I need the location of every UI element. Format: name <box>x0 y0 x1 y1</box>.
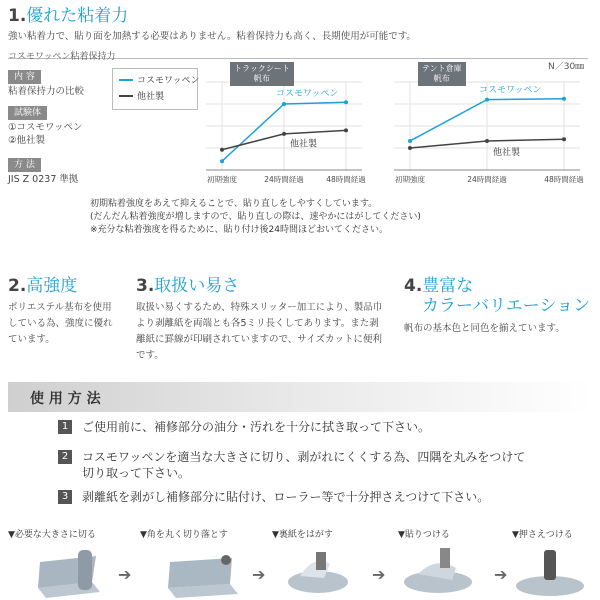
section3-body: 取扱い易くするため、特殊スリッター加工により、製品巾より剥離紙を両端とも各5ミリ長くしてあります。また剥離紙に罫線が印刷されていますので、サイズカットに便利です。 <box>136 302 383 361</box>
arrow-icon: ➔ <box>118 565 132 584</box>
arrow-icon: ➔ <box>252 565 266 584</box>
data-point-other <box>344 128 348 132</box>
section4-title: 4.豊富な カラーバリエーション <box>404 276 591 316</box>
tag-content: 内 容 <box>8 70 41 84</box>
data-point-other <box>282 132 286 136</box>
legend-line-other <box>119 95 133 97</box>
photo-peel <box>288 552 348 593</box>
howto-illustrations <box>0 542 600 600</box>
tag-method: 方 法 <box>8 158 41 172</box>
data-point-other <box>408 146 412 150</box>
step-text: ご使用前に、補修部分の油分・汚れを十分に拭き取って下さい。 <box>82 420 431 434</box>
data-point-cosmo <box>485 98 489 102</box>
step-number: 3 <box>58 490 72 504</box>
howto-banner <box>8 382 592 412</box>
label-method: JIS Z 0237 準拠 <box>8 174 79 185</box>
chart-legend <box>112 68 198 110</box>
howto-title: 使 用 方 法 <box>30 391 101 407</box>
chart-tent-warehouse <box>388 62 588 192</box>
x-tick-label: 48時間経過 <box>326 175 366 184</box>
note-line: 初期粘着強度をあえて抑えることで、貼り直しをしやすくしています。 <box>90 199 378 209</box>
series-label-cosmo: コスモワッペン <box>479 85 542 96</box>
photo-press <box>516 550 584 596</box>
data-point-cosmo <box>562 97 566 101</box>
step-text: 剥離紙を剥がし補修部分に貼付け、ローラー等で十分押さえつけて下さい。 <box>82 490 490 504</box>
data-point-cosmo <box>220 159 224 163</box>
section2-body: ポリエステル基布を使用している為、強度に優れています。 <box>8 302 113 345</box>
section4-body: 帆布の基本色と同色を揃えています。 <box>404 323 565 334</box>
x-tick-label: 48時間経過 <box>544 175 584 184</box>
step-text: コスモワッペンを適当な大きさに切り、剥がれにくくする為、四隅を丸みをつけて 切り取って下さい。 <box>82 450 526 480</box>
image-caption: ▼貼りつける <box>398 530 450 540</box>
data-point-other <box>562 137 566 141</box>
chart-truck-sheet <box>200 62 370 192</box>
chart-title-truck: トラックシート 帆布 <box>230 62 294 86</box>
unit-label: N／30㎜ <box>548 62 585 72</box>
data-point-cosmo <box>344 100 348 104</box>
series-label-other: 他社製 <box>493 148 521 159</box>
data-point-other <box>485 139 489 143</box>
data-point-cosmo <box>408 139 412 143</box>
arrow-icon: ➔ <box>372 565 386 584</box>
subhead: コスモワッペン粘着保持力 <box>8 44 588 59</box>
image-caption: ▼必要な大きさに切る <box>8 530 96 540</box>
step-number: 2 <box>58 450 72 464</box>
data-point-cosmo <box>282 102 286 106</box>
arrow-icon: ➔ <box>494 565 508 584</box>
label-specimen: ①コスモワッペン ②他社製 <box>8 122 83 146</box>
step-number: 1 <box>58 420 72 434</box>
legend-label-other: 他社製 <box>137 92 165 102</box>
series-label-cosmo: コスモワッペン <box>276 89 339 100</box>
note-line: (だんだん粘着強度が増しますので、貼り直しの際は、速やかにはがしてください) <box>90 212 421 222</box>
section1-title: 1.優れた粘着力 <box>8 6 129 26</box>
section3-title: 3.取扱い易さ <box>136 276 240 296</box>
legend-line-cosmo <box>119 79 133 81</box>
data-point-other <box>220 148 224 152</box>
photo-stick <box>404 548 472 593</box>
label-content: 粘着保持力の比較 <box>8 86 85 97</box>
x-tick-label: 初期強度 <box>207 175 237 184</box>
chart-title-tent: テント倉庫 帆布 <box>418 62 466 86</box>
section2-title: 2.高強度 <box>8 276 78 296</box>
series-label-other: 他社製 <box>290 139 318 150</box>
x-tick-label: 24時間経過 <box>264 175 304 184</box>
x-tick-label: 24時間経過 <box>467 175 507 184</box>
legend-label-cosmo: コスモワッペン <box>137 76 200 86</box>
x-tick-label: 初期強度 <box>395 175 425 184</box>
tag-specimen: 試験体 <box>8 106 47 120</box>
notes-block <box>90 198 421 237</box>
image-caption: ▼押さえつける <box>512 530 573 540</box>
image-caption: ▼裏紙をはがす <box>272 530 333 540</box>
note-line: ※充分な粘着強度を得るために、貼り付け後24時間ほどおいてください。 <box>90 225 388 235</box>
photo-cut <box>38 550 100 598</box>
image-caption: ▼角を丸く切り落とす <box>140 530 228 540</box>
section1-lead: 強い粘着力で、貼り面を加熱する必要はありません。粘着保持力も高く、長期使用が可能です。 <box>8 31 416 42</box>
photo-round <box>168 555 238 598</box>
